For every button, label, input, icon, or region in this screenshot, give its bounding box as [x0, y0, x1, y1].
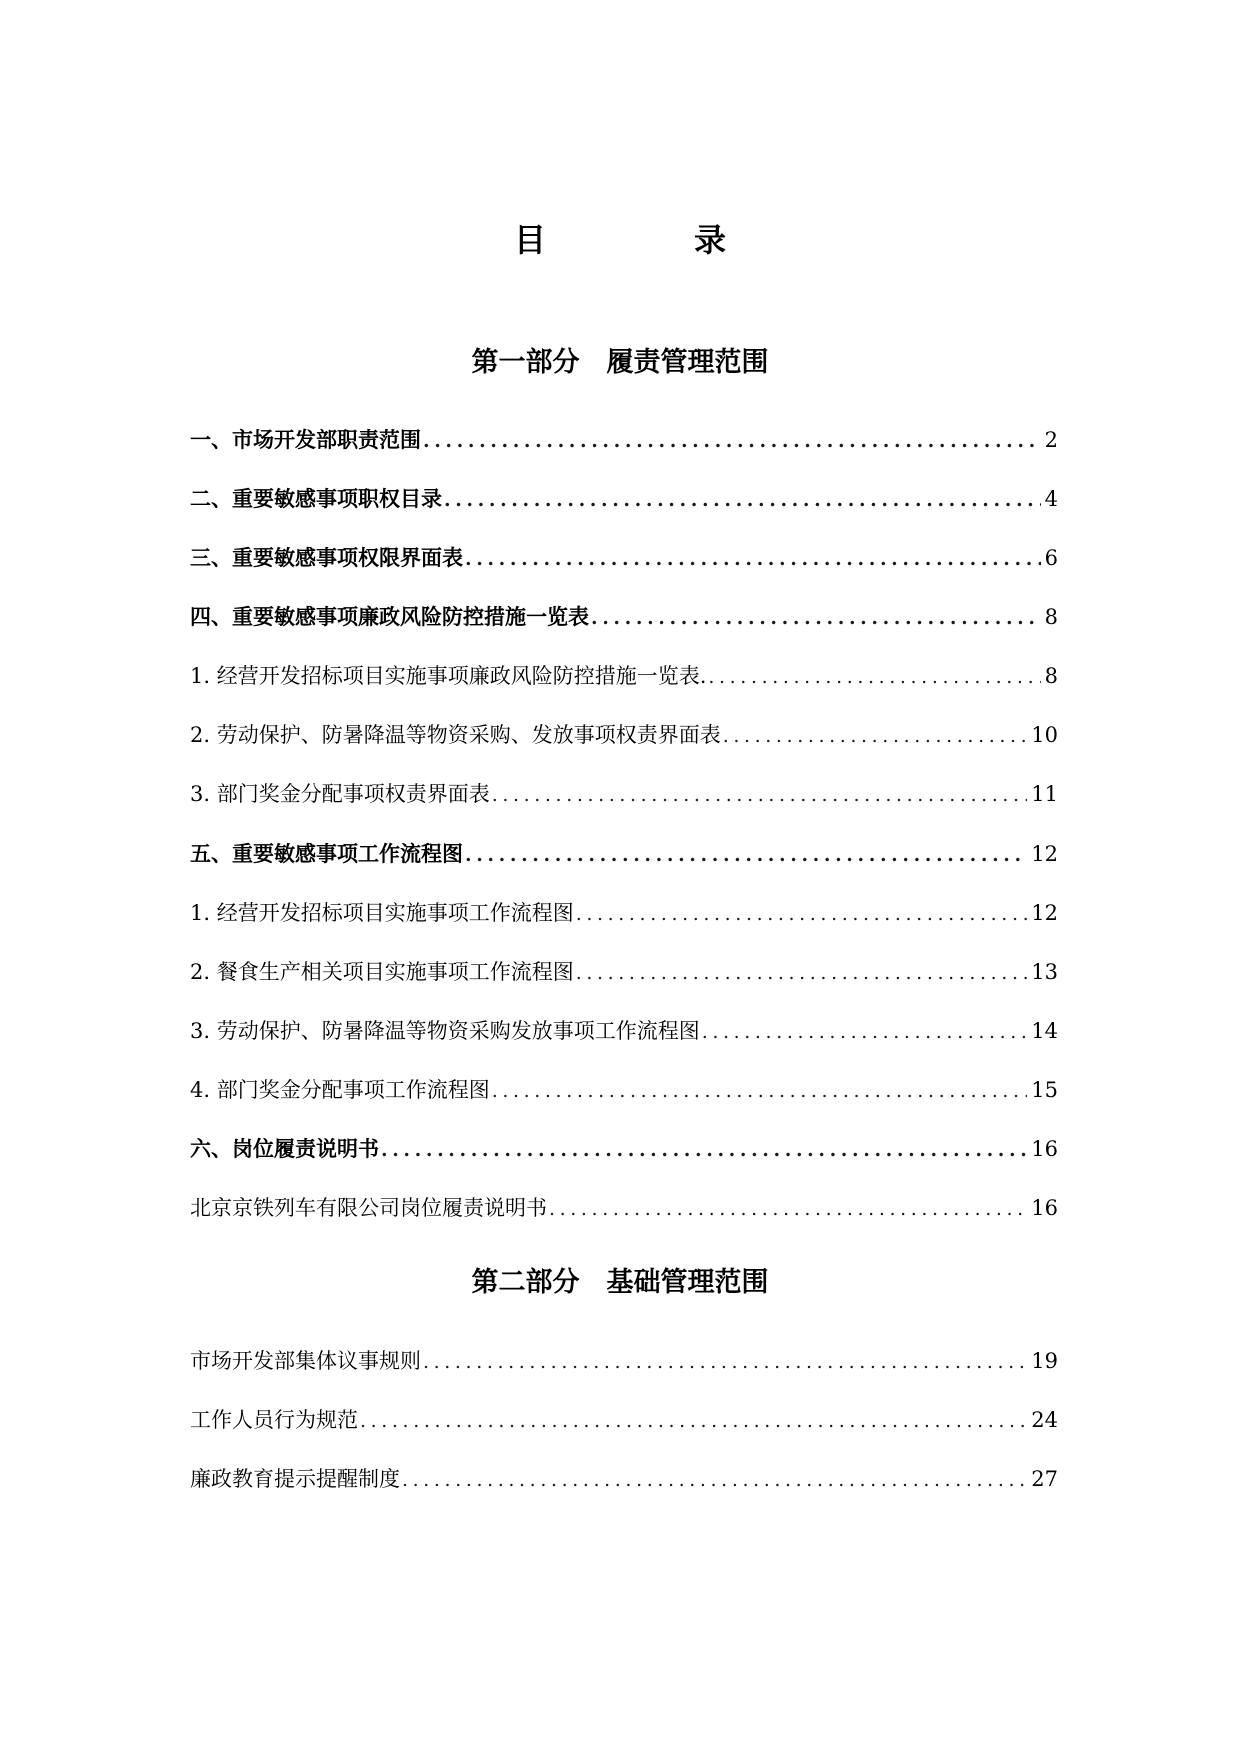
dot-leader: [576, 896, 1028, 932]
toc-entry-text: 廉政教育提示提醒制度: [190, 1467, 400, 1491]
toc-entry-text: 4. 部门奖金分配事项工作流程图: [190, 1078, 490, 1102]
toc-entry[interactable]: [190, 481, 1058, 517]
dot-leader: [381, 1132, 1027, 1168]
toc-entry-page: 14: [1031, 1019, 1058, 1043]
dot-leader: [591, 600, 1041, 636]
toc-entry-page: 4: [1044, 487, 1058, 511]
toc-entry-text: 北京京铁列车有限公司岗位履责说明书: [190, 1196, 547, 1220]
toc-entry-text: 五、重要敏感事项工作流程图: [190, 842, 463, 866]
dot-leader: [702, 1014, 1028, 1050]
toc-entry-text: 2. 劳动保护、防暑降温等物资采购、发放事项权责界面表: [190, 723, 721, 747]
toc-entry-page: 11: [1031, 782, 1058, 806]
toc-entry-page: 16: [1031, 1137, 1058, 1161]
dot-leader: [492, 777, 1028, 813]
toc-entry[interactable]: [190, 717, 1058, 753]
toc-entry-text: 1. 经营开发招标项目实施事项廉政风险防控措施一览表.: [190, 664, 707, 688]
toc-entry-page: 6: [1044, 546, 1058, 570]
dot-leader: [444, 482, 1041, 518]
toc-entry[interactable]: [190, 1461, 1058, 1497]
toc-title: 目 录: [513, 221, 784, 259]
toc-entry[interactable]: [190, 954, 1058, 990]
toc-entry[interactable]: [190, 836, 1058, 872]
dot-leader: [708, 659, 1040, 695]
toc-entry-page: 19: [1031, 1349, 1058, 1373]
dot-leader: [423, 423, 1041, 459]
toc-entry-text: 三、重要敏感事项权限界面表: [190, 546, 463, 570]
toc-entry-page: 27: [1031, 1467, 1058, 1491]
toc-entry-text: 3. 部门奖金分配事项权责界面表: [190, 782, 490, 806]
dot-leader: [402, 1462, 1027, 1498]
toc-entry[interactable]: [190, 658, 1058, 694]
toc-entry-text: 2. 餐食生产相关项目实施事项工作流程图: [190, 960, 574, 984]
toc-entry-page: 12: [1031, 842, 1058, 866]
dot-leader: [723, 718, 1028, 754]
toc-entry-page: 8: [1044, 605, 1058, 629]
dot-leader: [492, 1073, 1028, 1109]
toc-entry-page: 2: [1044, 428, 1058, 452]
toc-entry-text: 工作人员行为规范: [190, 1408, 358, 1432]
toc-entry[interactable]: [190, 599, 1058, 635]
toc-entry-text: 四、重要敏感事项廉政风险防控措施一览表: [190, 605, 589, 629]
toc-entry[interactable]: [190, 422, 1058, 458]
toc-entry-page: 10: [1031, 723, 1058, 747]
part2-heading: 第二部分 基础管理范围: [471, 1267, 769, 1298]
toc-entry[interactable]: [190, 1190, 1058, 1226]
toc-entry-page: 24: [1031, 1408, 1058, 1432]
dot-leader: [465, 541, 1041, 577]
toc-entry-text: 3. 劳动保护、防暑降温等物资采购发放事项工作流程图: [190, 1019, 700, 1043]
toc-entry[interactable]: [190, 776, 1058, 812]
toc-entry-text: 一、市场开发部职责范围: [190, 428, 421, 452]
dot-leader: [576, 955, 1028, 991]
toc-entry-text: 市场开发部集体议事规则: [190, 1349, 421, 1373]
toc-entry[interactable]: [190, 1072, 1058, 1108]
toc-entry[interactable]: [190, 540, 1058, 576]
dot-leader: [423, 1344, 1027, 1380]
toc-entry-page: 15: [1031, 1078, 1058, 1102]
dot-leader: [360, 1403, 1027, 1439]
toc-entry-page: 12: [1031, 901, 1058, 925]
toc-entry-page: 8: [1044, 664, 1058, 688]
toc-entry-text: 二、重要敏感事项职权目录: [190, 487, 442, 511]
toc-entry-page: 16: [1031, 1196, 1058, 1220]
toc-entry[interactable]: [190, 895, 1058, 931]
toc-entry[interactable]: [190, 1131, 1058, 1167]
dot-leader: [465, 837, 1027, 873]
dot-leader: [549, 1191, 1027, 1227]
part1-heading: 第一部分 履责管理范围: [471, 347, 769, 378]
toc-entry-text: 1. 经营开发招标项目实施事项工作流程图: [190, 901, 574, 925]
toc-entry[interactable]: [190, 1402, 1058, 1438]
toc-entry-text: 六、岗位履责说明书: [190, 1137, 379, 1161]
toc-entry[interactable]: [190, 1343, 1058, 1379]
toc-entry[interactable]: [190, 1013, 1058, 1049]
toc-entry-page: 13: [1031, 960, 1058, 984]
